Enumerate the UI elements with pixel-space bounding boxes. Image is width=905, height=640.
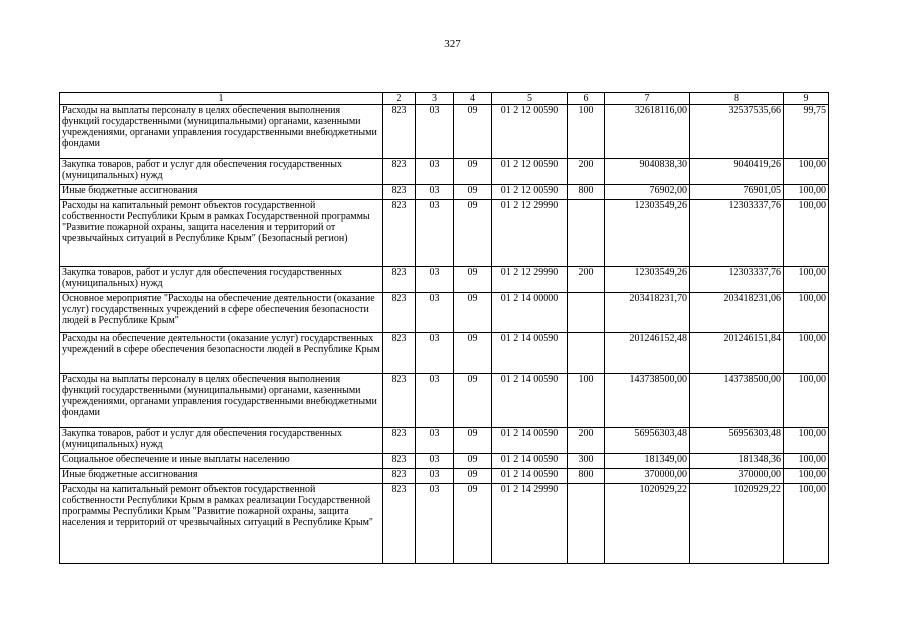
row-name: Расходы на капитальный ремонт объектов государственной собственности Республики Крым в рамках Государственной программы "Развитие пожарной охраны, защита населения и территорий от чрезвычайных ситуаций в Республике Крым" (Безопасный регион) [60, 200, 383, 267]
department-code: 823 [383, 428, 416, 454]
column-header: 4 [454, 93, 492, 105]
department-code: 823 [383, 185, 416, 200]
section-code: 03 [416, 333, 454, 374]
department-code: 823 [383, 333, 416, 374]
subsection-code: 09 [454, 374, 492, 428]
execution-percent: 99,75 [784, 105, 829, 159]
target-article-code: 01 2 14 00000 [492, 293, 568, 333]
planned-amount: 56956303,48 [605, 428, 690, 454]
department-code: 823 [383, 454, 416, 469]
executed-amount: 32537535,66 [690, 105, 784, 159]
section-code: 03 [416, 428, 454, 454]
department-code: 823 [383, 200, 416, 267]
executed-amount: 9040419,26 [690, 159, 784, 185]
table-row [60, 293, 829, 333]
planned-amount: 370000,00 [605, 469, 690, 484]
budget-table [59, 92, 829, 564]
expense-type-code [568, 293, 605, 333]
row-name: Расходы на капитальный ремонт объектов государственной собственности Республики Крым в рамках реализации Государственной программы Республики Крым "Развитие пожарной охраны, защита населения и территорий от чрезвычайных ситуаций в Республике Крым" [60, 484, 383, 564]
planned-amount: 76902,00 [605, 185, 690, 200]
expense-type-code: 300 [568, 454, 605, 469]
executed-amount: 12303337,76 [690, 267, 784, 293]
table-row [60, 105, 829, 159]
execution-percent: 100,00 [784, 454, 829, 469]
section-code: 03 [416, 267, 454, 293]
target-article-code: 01 2 14 00590 [492, 333, 568, 374]
target-article-code: 01 2 12 29990 [492, 200, 568, 267]
department-code: 823 [383, 484, 416, 564]
executed-amount: 370000,00 [690, 469, 784, 484]
department-code: 823 [383, 105, 416, 159]
row-name: Расходы на выплаты персоналу в целях обеспечения выполнения функций государственными (муниципальными) органами, казенными учреждениями, органами управления государственными внебюджетными фондами [60, 105, 383, 159]
execution-percent: 100,00 [784, 185, 829, 200]
executed-amount: 56956303,48 [690, 428, 784, 454]
section-code: 03 [416, 374, 454, 428]
column-header: 2 [383, 93, 416, 105]
subsection-code: 09 [454, 428, 492, 454]
execution-percent: 100,00 [784, 333, 829, 374]
department-code: 823 [383, 159, 416, 185]
column-header: 8 [690, 93, 784, 105]
expense-type-code: 200 [568, 267, 605, 293]
executed-amount: 1020929,22 [690, 484, 784, 564]
target-article-code: 01 2 14 00590 [492, 428, 568, 454]
target-article-code: 01 2 14 00590 [492, 374, 568, 428]
executed-amount: 203418231,06 [690, 293, 784, 333]
expense-type-code: 100 [568, 105, 605, 159]
section-code: 03 [416, 200, 454, 267]
column-header: 5 [492, 93, 568, 105]
planned-amount: 201246152,48 [605, 333, 690, 374]
section-code: 03 [416, 159, 454, 185]
executed-amount: 12303337,76 [690, 200, 784, 267]
execution-percent: 100,00 [784, 428, 829, 454]
column-header: 7 [605, 93, 690, 105]
expense-type-code [568, 484, 605, 564]
table-row [60, 159, 829, 185]
subsection-code: 09 [454, 469, 492, 484]
department-code: 823 [383, 267, 416, 293]
executed-amount: 76901,05 [690, 185, 784, 200]
column-header: 6 [568, 93, 605, 105]
planned-amount: 12303549,26 [605, 267, 690, 293]
expense-type-code [568, 200, 605, 267]
column-header: 1 [60, 93, 383, 105]
target-article-code: 01 2 12 00590 [492, 185, 568, 200]
planned-amount: 12303549,26 [605, 200, 690, 267]
subsection-code: 09 [454, 159, 492, 185]
execution-percent: 100,00 [784, 374, 829, 428]
target-article-code: 01 2 12 29990 [492, 267, 568, 293]
table-row [60, 200, 829, 267]
planned-amount: 9040838,30 [605, 159, 690, 185]
row-name: Социальное обеспечение и иные выплаты населению [60, 454, 383, 469]
row-name: Закупка товаров, работ и услуг для обеспечения государственных (муниципальных) нужд [60, 159, 383, 185]
execution-percent: 100,00 [784, 293, 829, 333]
executed-amount: 181348,36 [690, 454, 784, 469]
execution-percent: 100,00 [784, 484, 829, 564]
department-code: 823 [383, 469, 416, 484]
expense-type-code: 200 [568, 159, 605, 185]
page-number: 327 [444, 38, 461, 50]
table-row [60, 454, 829, 469]
planned-amount: 181349,00 [605, 454, 690, 469]
expense-type-code [568, 333, 605, 374]
row-name: Расходы на выплаты персоналу в целях обеспечения выполнения функций государственными (муниципальными) органами, казенными учреждениями, органами управления государственными внебюджетными фондами [60, 374, 383, 428]
section-code: 03 [416, 185, 454, 200]
expense-type-code: 800 [568, 469, 605, 484]
target-article-code: 01 2 12 00590 [492, 159, 568, 185]
column-header: 9 [784, 93, 829, 105]
row-name: Закупка товаров, работ и услуг для обеспечения государственных (муниципальных) нужд [60, 428, 383, 454]
department-code: 823 [383, 374, 416, 428]
table-row [60, 267, 829, 293]
execution-percent: 100,00 [784, 159, 829, 185]
planned-amount: 143738500,00 [605, 374, 690, 428]
expense-type-code: 200 [568, 428, 605, 454]
row-name: Иные бюджетные ассигнования [60, 469, 383, 484]
table-row [60, 484, 829, 564]
target-article-code: 01 2 12 00590 [492, 105, 568, 159]
section-code: 03 [416, 469, 454, 484]
subsection-code: 09 [454, 333, 492, 374]
target-article-code: 01 2 14 00590 [492, 454, 568, 469]
table-row [60, 333, 829, 374]
table-row [60, 428, 829, 454]
subsection-code: 09 [454, 105, 492, 159]
subsection-code: 09 [454, 293, 492, 333]
section-code: 03 [416, 293, 454, 333]
subsection-code: 09 [454, 185, 492, 200]
execution-percent: 100,00 [784, 267, 829, 293]
executed-amount: 143738500,00 [690, 374, 784, 428]
table-row [60, 374, 829, 428]
planned-amount: 1020929,22 [605, 484, 690, 564]
row-name: Иные бюджетные ассигнования [60, 185, 383, 200]
row-name: Основное мероприятие "Расходы на обеспечение деятельности (оказание услуг) государственных учреждений в сфере обеспечения безопасности людей в Республике Крым" [60, 293, 383, 333]
row-name: Закупка товаров, работ и услуг для обеспечения государственных (муниципальных) нужд [60, 267, 383, 293]
executed-amount: 201246151,84 [690, 333, 784, 374]
section-code: 03 [416, 484, 454, 564]
expense-type-code: 800 [568, 185, 605, 200]
planned-amount: 32618116,00 [605, 105, 690, 159]
target-article-code: 01 2 14 00590 [492, 469, 568, 484]
table-row [60, 469, 829, 484]
subsection-code: 09 [454, 484, 492, 564]
target-article-code: 01 2 14 29990 [492, 484, 568, 564]
section-code: 03 [416, 454, 454, 469]
execution-percent: 100,00 [784, 200, 829, 267]
section-code: 03 [416, 105, 454, 159]
row-name: Расходы на обеспечение деятельности (оказание услуг) государственных учреждений в сфере обеспечения безопасности людей в Республике Крым [60, 333, 383, 374]
column-number-row [60, 93, 829, 105]
subsection-code: 09 [454, 200, 492, 267]
table-body [60, 105, 829, 564]
expense-type-code: 100 [568, 374, 605, 428]
execution-percent: 100,00 [784, 469, 829, 484]
planned-amount: 203418231,70 [605, 293, 690, 333]
table-row [60, 185, 829, 200]
column-header: 3 [416, 93, 454, 105]
subsection-code: 09 [454, 267, 492, 293]
department-code: 823 [383, 293, 416, 333]
subsection-code: 09 [454, 454, 492, 469]
